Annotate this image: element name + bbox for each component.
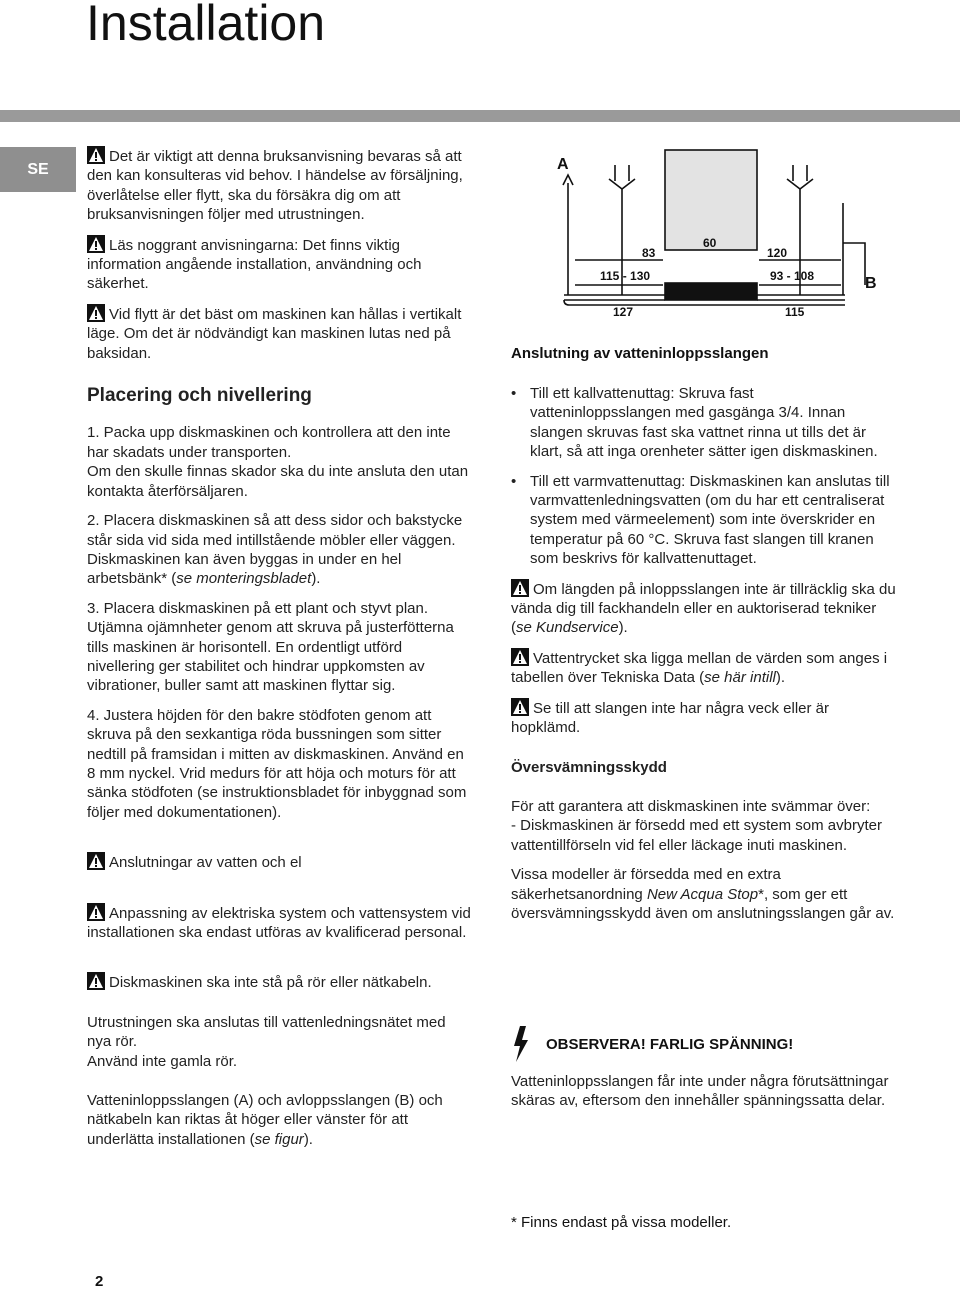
warning-hose-length: Om längden på inloppsslangen inte är tillräcklig ska du vända dig till fackhandeln eller en auktoriserad tekniker (se Kundservice). — [511, 580, 896, 637]
dim-93-108: 93 - 108 — [770, 269, 815, 283]
footnote: * Finns endast på vissa modeller. — [511, 1214, 732, 1231]
flood-text-1: För att garantera att diskmaskinen inte svämmar över: — [511, 797, 871, 815]
warning-icon — [87, 146, 105, 164]
step-4: 4. Justera höjden för den bakre stödfoten genom att skruva på den sexkantiga röda bussningen som sitter nedtill på framsidan i mitten av diskmaskinen. Använd en 8 mm nyckel. Vrid medurs för att höja och moturs för att sänka stödfoten (se instruktionsbladet för inbyggnad som följer med dokumentationen). — [87, 706, 467, 821]
step-2: 2. Placera diskmaskinen så att dess sidor och bakstycke står sida vid sida med intillstående möbler eller väggen. Diskmaskinen kan även byggas in under en hel arbetsbänk* (se monteringsbladet). — [87, 512, 463, 588]
dishwasher-body — [665, 150, 757, 250]
dishwasher-base — [665, 283, 757, 300]
warning-adaptation: Anpassning av elektriska system och vattensystem vid installationen ska endast utföras av kvalificerad personal. — [87, 904, 471, 941]
no-old-pipes-text: Använd inte gamla rör. — [87, 1052, 238, 1070]
hoses-text: Vatteninloppsslangen (A) och avloppsslangen (B) och nätkabeln kan riktas åt höger eller vänster för att underlätta installationen (se figur). — [87, 1092, 443, 1148]
language-tab: SE — [0, 147, 76, 192]
dim-60: 60 — [703, 236, 717, 250]
label-a: A — [557, 156, 569, 173]
warning-kink: Se till att slangen inte har några veck eller är hopklämd. — [511, 699, 829, 737]
warning-icon — [511, 698, 529, 716]
right-column — [511, 384, 896, 923]
warning-pressure: Vattentrycket ska ligga mellan de värden som anges i tabellen över Tekniska Data (se här intill). — [511, 649, 888, 687]
left-column — [87, 146, 472, 1149]
cut-warning-block — [511, 1072, 896, 1111]
warning-connections: Anslutningar av vatten och el — [87, 852, 472, 872]
page-title: Installation — [86, 0, 326, 51]
label-b: B — [865, 275, 877, 292]
header-divider-bar — [0, 110, 960, 122]
step-3: 3. Placera diskmaskinen på ett plant och styvt plan. Utjämna ojämnheter genom att skruva på justerfötterna tills maskinen är horisontell. En ordentligt utförd nivellering ger stabilitet och hindrar uppkomsten av vibrationer, buller samt att maskinen flyttar sig. — [87, 599, 454, 695]
warning-icon — [87, 304, 105, 322]
warning-icon — [87, 972, 105, 990]
warning-icon — [511, 579, 529, 597]
dim-115: 115 — [785, 305, 805, 319]
danger-voltage-label: OBSERVERA! FARLIG SPÄNNING! — [546, 1035, 794, 1053]
section-heading: Placering och nivellering — [87, 385, 312, 407]
warning-icon — [511, 648, 529, 666]
page-number: 2 — [95, 1273, 104, 1290]
warning-pipes: Diskmaskinen ska inte stå på rör eller nätkabeln. — [87, 972, 472, 992]
diagram-caption: Anslutning av vatteninloppsslangen — [511, 345, 769, 362]
dim-115-130: 115 - 130 — [600, 269, 651, 283]
read-instructions-paragraph: Läs noggrant anvisningarna: Det finns viktig information angående installation, användning och säkerhet. — [87, 236, 422, 293]
step-1-note: Om den skulle finnas skador ska du inte ansluta den utan kontakta återförsäljaren. — [87, 463, 469, 500]
dim-127: 127 — [613, 305, 634, 319]
dim-120: 120 — [767, 246, 788, 260]
transport-paragraph: Vid flytt är det bäst om maskinen kan hållas i vertikalt läge. Om det är nödvändigt kan maskinen lutas ned på baksidan. — [87, 305, 462, 362]
danger-voltage-notice — [512, 1026, 793, 1062]
dim-83: 83 — [642, 246, 656, 260]
bullet-cold-water: • Till ett kallvattenuttag: Skruva fast vatteninloppsslangen med gasgänga 3/4. Innan slangen skruvas fast ska vattnet rinna ut tills det är klart, så att inga orenheter sätter igen diskmaskinen. — [511, 384, 896, 462]
warning-icon — [87, 852, 105, 870]
lightning-icon — [512, 1026, 532, 1062]
flood-heading: Översvämningsskydd — [511, 758, 667, 776]
flood-text-2: - Diskmaskinen är försedd med ett system som avbryter vattentillförseln vid fel eller läckage inuti maskinen. — [511, 817, 882, 854]
cut-warning-text: Vatteninloppsslangen får inte under några förutsättningar skäras av, eftersom den innehåller spänningssatta delar. — [511, 1073, 889, 1110]
new-pipes-text: Utrustningen ska anslutas till vattenledningsnätet med nya rör. — [87, 1013, 446, 1051]
intro-paragraph: Det är viktigt att denna bruksanvisning bevaras så att den kan konsulteras vid behov. I händelse av försäljning, överlåtelse eller flytt, ska du försäkra dig om att bruksanvisningen följer med utrustningen. — [87, 148, 463, 224]
warning-icon — [87, 235, 105, 253]
warning-icon — [87, 903, 105, 921]
bullet-hot-water: • Till ett varmvattenuttag: Diskmaskinen kan anslutas till varmvattenledningsvatten (om du har ett centraliserat system med värmeelement) som inte överskrider en temperatur på 60 °C. Skruva fast slangen till kranen som beskrivs för kallvattenuttaget. — [511, 472, 896, 569]
step-1: 1. Packa upp diskmaskinen och kontrollera att den inte har skadats under transporten. — [87, 424, 451, 461]
installation-diagram — [545, 145, 890, 330]
flood-text-3: Vissa modeller är försedda med en extra säkerhetsanordning New Acqua Stop*, som ger ett översvämningsskydd även om anslutningsslangen går av. — [511, 866, 895, 922]
